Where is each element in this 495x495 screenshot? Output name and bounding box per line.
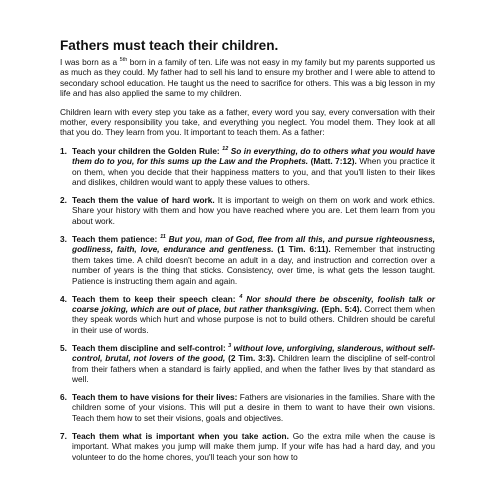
item-heading: Teach them to keep their speech clean:: [72, 293, 240, 304]
scripture-reference: (2 Tim. 3:3).: [228, 353, 276, 364]
text-run: It is important to weigh on them on work and work ethics. Share your history with them and how you have reached where you are. Let them learn from you about work.: [72, 195, 435, 226]
list-number: 7.: [60, 430, 67, 441]
list-item: [60, 343, 435, 385]
list-number: 6.: [60, 391, 67, 402]
item-heading: Teach your children the Golden Rule:: [72, 145, 223, 156]
text-run: Correct them when they speak words which hurt and whose purpose is not to build others. Children should be careful in their use of words.: [72, 303, 435, 335]
text-run: Go the extra mile when the cause is important. What makes you jump will make them jump. If your wife has had a hard day, and you volunteer to do the home chores, you'll teach your son how to: [72, 430, 436, 462]
scripture-quote: without love, unforgiving, slanderous, without self-control, brutal, not lovers of the good,: [72, 342, 435, 364]
item-heading: Teach them the value of hard work.: [72, 195, 215, 206]
text-run: Fathers are visionaries in the families. Share with the children some of your visions. This will put a desire in them to want to have their own visions. Teach them how to set their visions, goals and objectives.: [72, 391, 435, 423]
list-item: [60, 294, 435, 336]
superscript: 4: [239, 293, 243, 300]
text-run: I was born as a: [60, 57, 120, 67]
superscript: 12: [222, 146, 229, 153]
text-run: Children learn with every step you take as a father, every word you say, every conversation with their mother, every responsibility you take, and everything you neglect. You model them. They look at all that you do. They learn from you. It important to teach them. As a father:: [60, 106, 435, 138]
item-heading: Teach them discipline and self-control:: [72, 342, 229, 353]
scripture-reference: (1 Tim. 6:11).: [277, 244, 331, 255]
scripture-quote: But you, man of God, flee from all this, and pursue righteousness, godliness, faith, love, endurance and gentleness.: [72, 233, 435, 255]
list-item: [60, 146, 435, 188]
advice-paragraph: [60, 107, 435, 138]
list-number: 5.: [60, 342, 67, 353]
text-run: Children learn the discipline of self-control from their fathers when a standard is fairly applied, and when the father lives by that standard as well.: [72, 353, 436, 384]
list-item: [60, 234, 435, 286]
list-number: 2.: [60, 195, 67, 206]
scripture-reference: (Eph. 5:4).: [321, 303, 362, 314]
item-heading: Teach them patience:: [72, 233, 161, 244]
superscript: 3: [228, 342, 232, 349]
list-item: [60, 431, 435, 462]
text-run: Remember that instructing them takes time. A child doesn't become an adult in a day, and instruction and correction over a number of years is the thing that sticks. Consistency, over time, is what gets the lesson taught. Patience is instructing them again and again.: [72, 244, 436, 286]
item-heading: Teach them what is important when you take action.: [72, 430, 289, 441]
numbered-list: [60, 146, 435, 462]
text-run: When you practice it on them, when you decide that their happiness matters to you, and that you'll listen to their likes and dislikes, children would want to apply these values to others.: [72, 156, 435, 188]
superscript: th: [122, 57, 128, 64]
scripture-quote: Nor should there be obscenity, foolish talk or coarse joking, which are out of place, but rather thanksgiving.: [72, 293, 435, 314]
list-item: [60, 195, 435, 226]
scripture-reference: (Matt. 7:12).: [310, 156, 357, 167]
document-title: Fathers must teach their children.: [60, 38, 279, 53]
superscript: 11: [160, 234, 166, 241]
text-run: born in a family of ten. Life was not easy in my family but my parents supported us as much as they could. My father had to sell his land to ensure my brother and I were able to attend to secondary school education. He taught us the need to sacrifice for others. This was a big lesson in my life and has also applied the same to my children.: [60, 57, 435, 99]
intro-paragraph: [60, 57, 435, 99]
item-heading: Teach them to have visions for their lives:: [72, 391, 238, 402]
list-number: 1.: [60, 145, 67, 156]
scripture-quote: So in everything, do to others what you would have them do to you, for this sums up the Law and the Prophets.: [72, 145, 435, 167]
superscript: 5: [119, 57, 123, 64]
list-number: 3.: [60, 233, 67, 244]
list-number: 4.: [60, 293, 67, 304]
list-item: [60, 392, 435, 423]
